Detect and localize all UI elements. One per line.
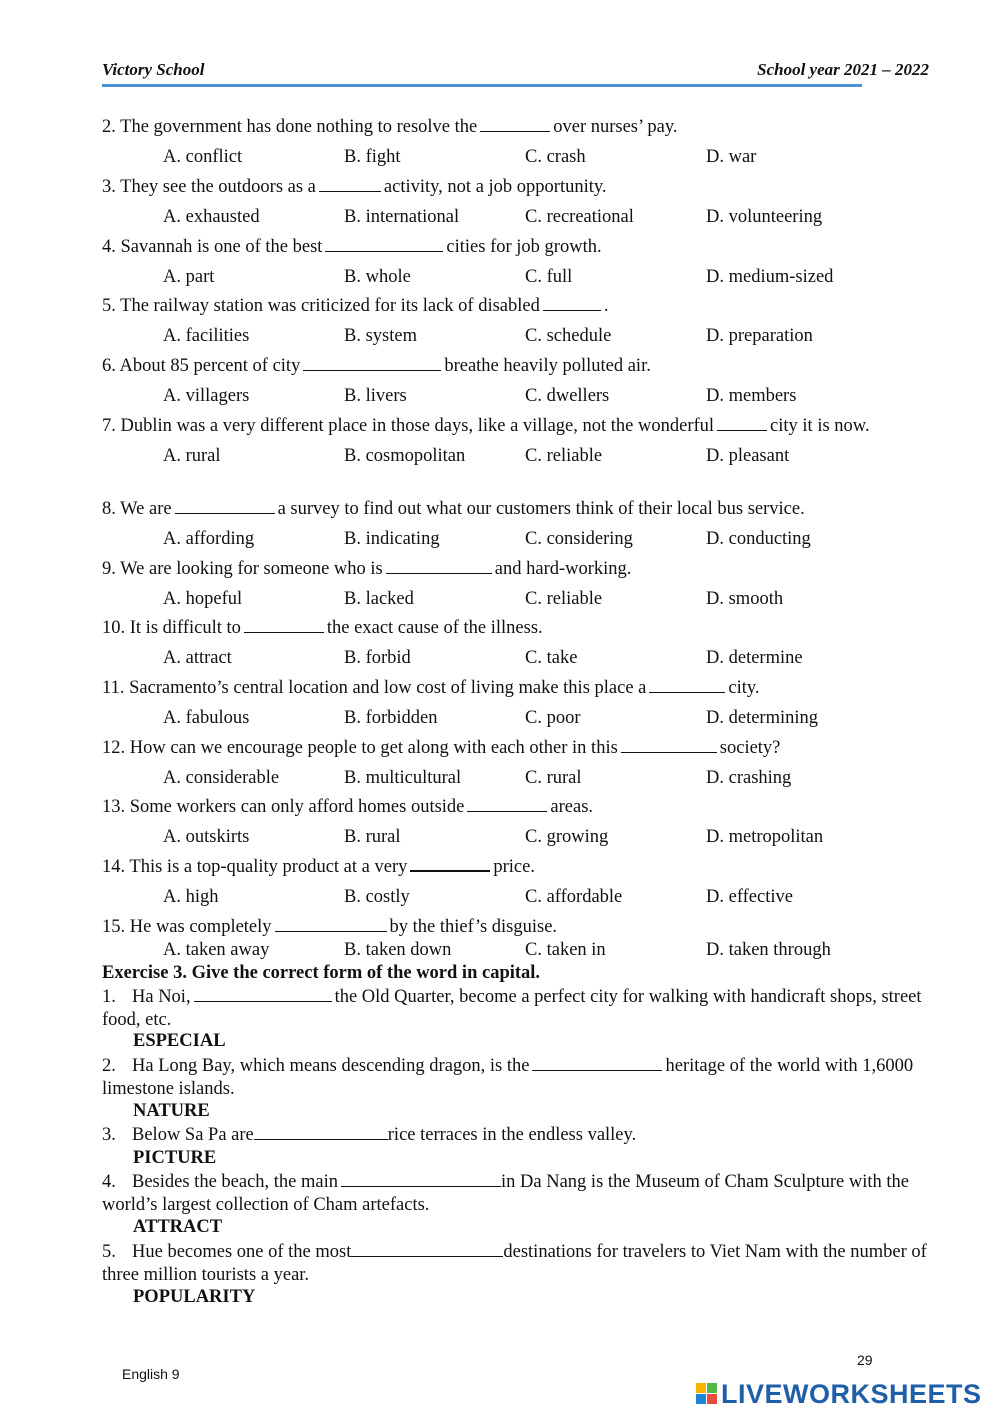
- item-stem: Below Sa Pa are: [132, 1125, 254, 1145]
- option-b[interactable]: B. indicating: [344, 529, 440, 549]
- question-2: [102, 116, 928, 169]
- liveworksheets-icon: [696, 1383, 718, 1405]
- options-row: [102, 647, 928, 670]
- question-stem-end: the exact cause of the illness.: [326, 618, 543, 638]
- answer-blank[interactable]: [254, 1125, 388, 1140]
- option-a[interactable]: A. hopeful: [163, 589, 243, 609]
- capital-word: PICTURE: [133, 1148, 217, 1168]
- question-10: [102, 617, 928, 670]
- item-stem-end: the Old Quarter, become a perfect city for walking with handicraft shops, street food, etc.: [102, 987, 922, 1030]
- answer-blank[interactable]: [194, 987, 332, 1002]
- school-year: School year 2021 – 2022: [757, 60, 929, 79]
- options-row: [102, 266, 928, 289]
- question-stem: 4. Savannah is one of the best: [102, 237, 323, 257]
- option-d[interactable]: D. members: [706, 386, 797, 406]
- answer-blank[interactable]: [386, 559, 492, 574]
- capital-word: ATTRACT: [133, 1217, 223, 1237]
- question-stem-end: over nurses’ pay.: [553, 117, 678, 137]
- option-a[interactable]: A. villagers: [163, 386, 250, 406]
- question-stem-end: activity, not a job opportunity.: [383, 177, 607, 197]
- answer-blank[interactable]: [244, 618, 324, 633]
- question-13: [102, 796, 928, 849]
- options-row: [102, 146, 928, 169]
- option-b[interactable]: B. international: [344, 207, 460, 227]
- item-number: 2.: [102, 1056, 116, 1076]
- question-8: [102, 498, 928, 551]
- option-d[interactable]: D. preparation: [706, 326, 813, 346]
- answer-blank[interactable]: [480, 117, 550, 132]
- answer-blank[interactable]: [532, 1056, 662, 1071]
- option-c[interactable]: C. considering: [525, 529, 633, 549]
- option-c[interactable]: C. affordable: [525, 887, 623, 907]
- option-d[interactable]: D. effective: [706, 887, 793, 907]
- question-stem-end: price.: [493, 857, 535, 877]
- option-d[interactable]: D. determine: [706, 648, 803, 668]
- question-4: [102, 236, 928, 289]
- option-c[interactable]: C. schedule: [525, 326, 612, 346]
- item-stem-end: destinations for travelers to Viet Nam with the number of three million tourists a year.: [102, 1242, 927, 1285]
- question-stem: 5. The railway station was criticized for its lack of disabled: [102, 296, 540, 316]
- option-d[interactable]: D. taken through: [706, 940, 831, 960]
- capital-word: ESPECIAL: [133, 1031, 226, 1051]
- option-c[interactable]: C. recreational: [525, 207, 634, 227]
- option-b[interactable]: B. livers: [344, 386, 407, 406]
- question-12: [102, 737, 928, 790]
- question-stem: 12. How can we encourage people to get along with each other in this: [102, 738, 618, 758]
- options-row: [102, 325, 928, 348]
- answer-blank[interactable]: [621, 738, 717, 753]
- option-b[interactable]: B. lacked: [344, 589, 414, 609]
- question-stem: 13. Some workers can only afford homes outside: [102, 797, 465, 817]
- option-b[interactable]: B. fight: [344, 147, 401, 167]
- option-c[interactable]: C. taken in: [525, 940, 606, 960]
- option-b[interactable]: B. whole: [344, 267, 411, 287]
- question-stem: 6. About 85 percent of city: [102, 356, 301, 376]
- school-name: Victory School: [102, 60, 205, 79]
- option-a[interactable]: A. conflict: [163, 147, 243, 167]
- answer-blank[interactable]: [543, 296, 601, 311]
- option-a[interactable]: A. rural: [163, 446, 221, 466]
- question-5: [102, 295, 928, 348]
- option-c[interactable]: C. poor: [525, 708, 581, 728]
- option-a[interactable]: A. facilities: [163, 326, 250, 346]
- option-d[interactable]: D. crashing: [706, 768, 792, 788]
- options-row: [102, 445, 928, 468]
- option-d[interactable]: D. pleasant: [706, 446, 790, 466]
- option-a[interactable]: A. affording: [163, 529, 255, 549]
- item-number: 3.: [102, 1125, 116, 1145]
- question-stem: 3. They see the outdoors as a: [102, 177, 316, 197]
- options-row: [102, 939, 928, 962]
- question-stem-end: by the thief’s disguise.: [389, 917, 558, 937]
- answer-blank[interactable]: [341, 1172, 501, 1187]
- options-row: [102, 826, 928, 849]
- question-9: [102, 558, 928, 611]
- capital-word: POPULARITY: [133, 1287, 256, 1307]
- item-number: 4.: [102, 1172, 116, 1192]
- question-stem: 14. This is a top-quality product at a very: [102, 857, 408, 877]
- option-a[interactable]: A. fabulous: [163, 708, 250, 728]
- option-b[interactable]: B. multicultural: [344, 768, 462, 788]
- footer-subject: English 9: [122, 1366, 180, 1382]
- question-stem-end: areas.: [550, 797, 594, 817]
- option-b[interactable]: B. cosmopolitan: [344, 446, 466, 466]
- ex3-item-1: [102, 986, 928, 1032]
- question-stem-end: breathe heavily polluted air.: [444, 356, 651, 376]
- question-stem-end: a survey to find out what our customers think of their local bus service.: [277, 499, 805, 519]
- option-a[interactable]: A. high: [163, 887, 219, 907]
- options-row: [102, 588, 928, 611]
- option-d[interactable]: D. war: [706, 147, 757, 167]
- item-number: 1.: [102, 987, 116, 1007]
- options-row: [102, 528, 928, 551]
- question-stem: 2. The government has done nothing to resolve the: [102, 117, 478, 137]
- item-number: 5.: [102, 1242, 116, 1262]
- option-a[interactable]: A. outskirts: [163, 827, 250, 847]
- page-header: [102, 60, 929, 82]
- ex3-item-2: [102, 1055, 928, 1101]
- option-b[interactable]: B. costly: [344, 887, 410, 907]
- option-d[interactable]: D. medium-sized: [706, 267, 834, 287]
- question-stem-end: city.: [728, 678, 760, 698]
- item-stem: Ha Long Bay, which means descending dragon, is the: [132, 1056, 530, 1076]
- question-stem-end: city it is now.: [770, 416, 870, 436]
- options-row: [102, 767, 928, 790]
- item-stem: Hue becomes one of the most: [132, 1242, 352, 1262]
- option-d[interactable]: D. smooth: [706, 589, 784, 609]
- question-11: [102, 677, 928, 730]
- option-c[interactable]: C. reliable: [525, 446, 603, 466]
- option-c[interactable]: C. crash: [525, 147, 586, 167]
- option-c[interactable]: C. take: [525, 648, 578, 668]
- question-stem: 8. We are: [102, 499, 172, 519]
- option-b[interactable]: B. system: [344, 326, 417, 346]
- capital-word: NATURE: [133, 1101, 210, 1121]
- item-stem-end: rice terraces in the endless valley.: [387, 1125, 637, 1145]
- option-a[interactable]: A. taken away: [163, 940, 270, 960]
- option-b[interactable]: B. taken down: [344, 940, 452, 960]
- option-d[interactable]: D. determining: [706, 708, 819, 728]
- option-c[interactable]: C. growing: [525, 827, 609, 847]
- option-a[interactable]: A. part: [163, 267, 215, 287]
- question-stem: 10. It is difficult to: [102, 618, 241, 638]
- answer-blank[interactable]: [717, 416, 767, 431]
- answer-blank[interactable]: [303, 356, 441, 371]
- liveworksheets-logo[interactable]: [696, 1378, 982, 1410]
- options-row: [102, 385, 928, 408]
- option-d[interactable]: D. metropolitan: [706, 827, 824, 847]
- brand-name: LIVEWORKSHEETS: [721, 1378, 982, 1409]
- item-stem: Ha Noi,: [132, 987, 191, 1007]
- option-b[interactable]: B. rural: [344, 827, 401, 847]
- answer-blank[interactable]: [319, 177, 381, 192]
- option-c[interactable]: C. full: [525, 267, 573, 287]
- question-3: [102, 176, 928, 229]
- answer-blank[interactable]: [351, 1242, 503, 1257]
- answer-blank[interactable]: [649, 678, 725, 693]
- page-number: 29: [857, 1352, 873, 1368]
- option-c[interactable]: C. dwellers: [525, 386, 610, 406]
- question-stem-end: cities for job growth.: [446, 237, 602, 257]
- ex3-item-4: [102, 1171, 928, 1217]
- question-stem: 7. Dublin was a very different place in those days, like a village, not the wonderful: [102, 416, 715, 436]
- header-rule: [102, 84, 862, 87]
- option-c[interactable]: C. rural: [525, 768, 582, 788]
- question-stem: 15. He was completely: [102, 917, 272, 937]
- item-stem-end: heritage of the world with 1,6000 limestone islands.: [102, 1056, 914, 1099]
- option-a[interactable]: A. considerable: [163, 768, 280, 788]
- option-b[interactable]: B. forbidden: [344, 708, 438, 728]
- answer-blank[interactable]: [325, 237, 443, 252]
- question-stem-end: and hard-working.: [494, 559, 632, 579]
- item-stem-end: in Da Nang is the Museum of Cham Sculpture with the world’s largest collection of Cham artefacts.: [102, 1172, 909, 1215]
- options-row: [102, 707, 928, 730]
- answer-blank[interactable]: [467, 797, 547, 812]
- option-d[interactable]: D. conducting: [706, 529, 811, 549]
- item-stem: Besides the beach, the main: [132, 1172, 339, 1192]
- ex3-item-5: [102, 1241, 928, 1287]
- question-15: [102, 916, 928, 962]
- question-stem-end: society?: [719, 738, 781, 758]
- options-row: [102, 886, 928, 909]
- options-row: [102, 206, 928, 229]
- answer-blank[interactable]: [175, 499, 275, 514]
- option-d[interactable]: D. volunteering: [706, 207, 823, 227]
- question-7: [102, 415, 928, 468]
- option-c[interactable]: C. reliable: [525, 589, 603, 609]
- answer-blank[interactable]: [275, 917, 387, 932]
- option-a[interactable]: A. exhausted: [163, 207, 260, 227]
- ex3-item-3: [102, 1124, 928, 1147]
- question-14: [102, 856, 928, 909]
- answer-blank[interactable]: [410, 856, 490, 872]
- exercise-3-title: Exercise 3. Give the correct form of the word in capital.: [102, 963, 541, 983]
- question-stem: 9. We are looking for someone who is: [102, 559, 383, 579]
- option-b[interactable]: B. forbid: [344, 648, 411, 668]
- question-stem-end: .: [603, 296, 609, 316]
- option-a[interactable]: A. attract: [163, 648, 232, 668]
- question-6: [102, 355, 928, 408]
- question-stem: 11. Sacramento’s central location and low cost of living make this place a: [102, 678, 647, 698]
